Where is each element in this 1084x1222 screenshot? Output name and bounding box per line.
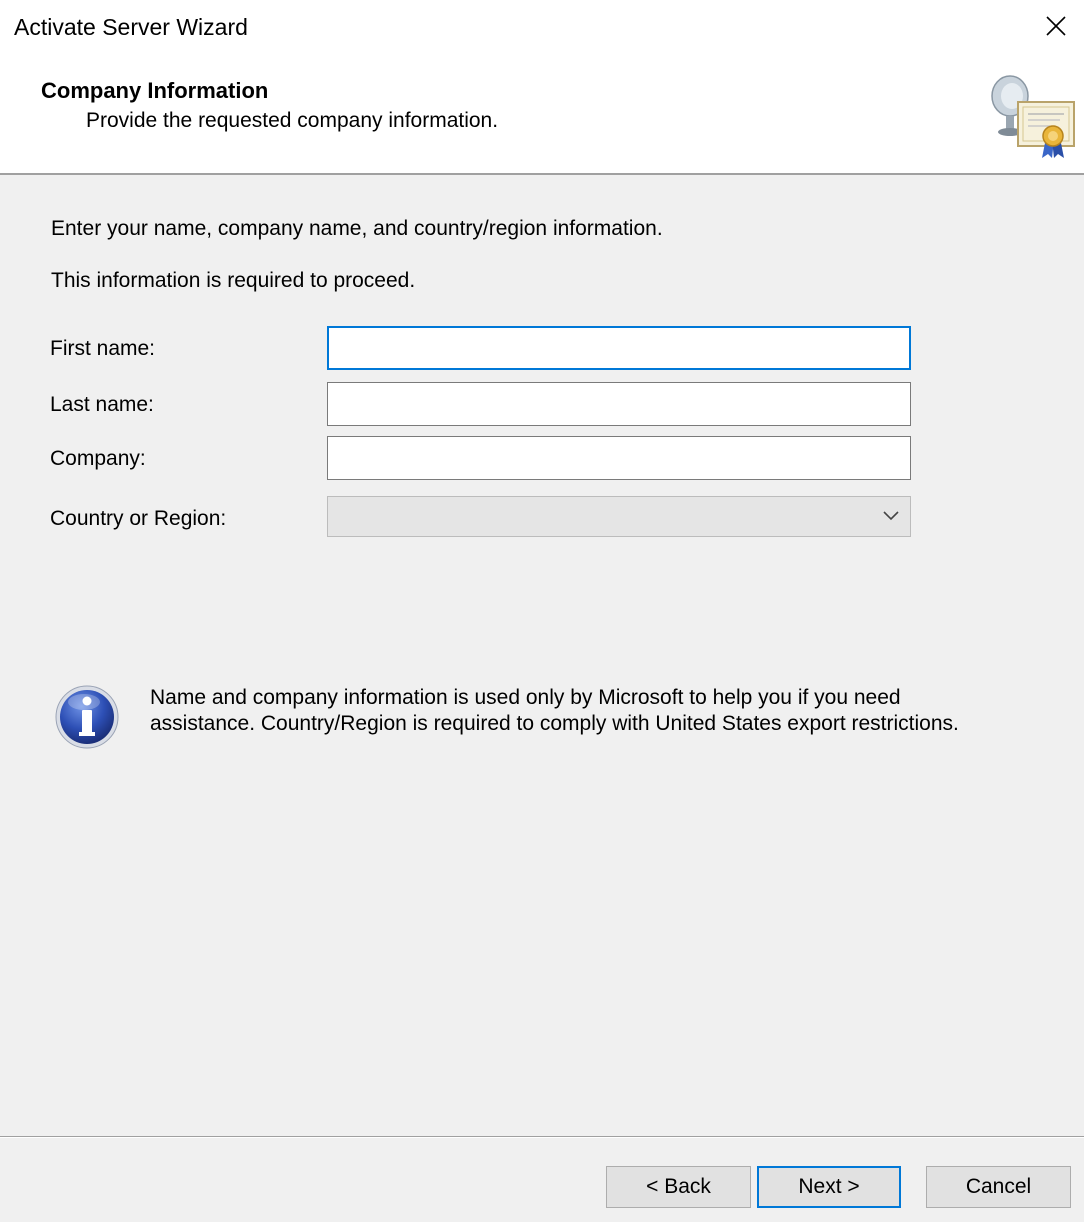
close-icon bbox=[1045, 15, 1067, 37]
first-name-field[interactable] bbox=[327, 326, 911, 370]
page-heading: Company Information bbox=[41, 78, 269, 103]
wizard-header bbox=[0, 56, 1084, 175]
cancel-button[interactable]: Cancel bbox=[926, 1166, 1071, 1208]
required-note: This information is required to proceed. bbox=[51, 269, 416, 292]
instruction-text: Enter your name, company name, and country/region information. bbox=[51, 217, 663, 240]
title-bar bbox=[0, 0, 1084, 56]
first-name-label: First name: bbox=[50, 337, 156, 360]
country-select[interactable] bbox=[327, 496, 911, 537]
certificate-icon bbox=[988, 72, 1076, 160]
company-label: Company: bbox=[50, 447, 146, 470]
window-title: Activate Server Wizard bbox=[14, 14, 248, 40]
back-button[interactable]: < Back bbox=[606, 1166, 751, 1208]
next-button[interactable]: Next > bbox=[757, 1166, 901, 1208]
info-line-1: Name and company information is used only by Microsoft to help you if you need bbox=[150, 686, 901, 709]
country-label: Country or Region: bbox=[50, 507, 227, 530]
last-name-label: Last name: bbox=[50, 393, 154, 416]
close-button[interactable] bbox=[1028, 0, 1084, 52]
company-field[interactable] bbox=[327, 436, 911, 480]
page-subheading: Provide the requested company information. bbox=[86, 109, 499, 132]
info-line-2: assistance. Country/Region is required to comply with United States export restrictions. bbox=[150, 712, 959, 735]
info-icon bbox=[54, 684, 120, 750]
info-message bbox=[150, 685, 1050, 737]
last-name-field[interactable] bbox=[327, 382, 911, 426]
footer-separator bbox=[0, 1136, 1084, 1138]
chevron-down-icon bbox=[882, 509, 900, 523]
